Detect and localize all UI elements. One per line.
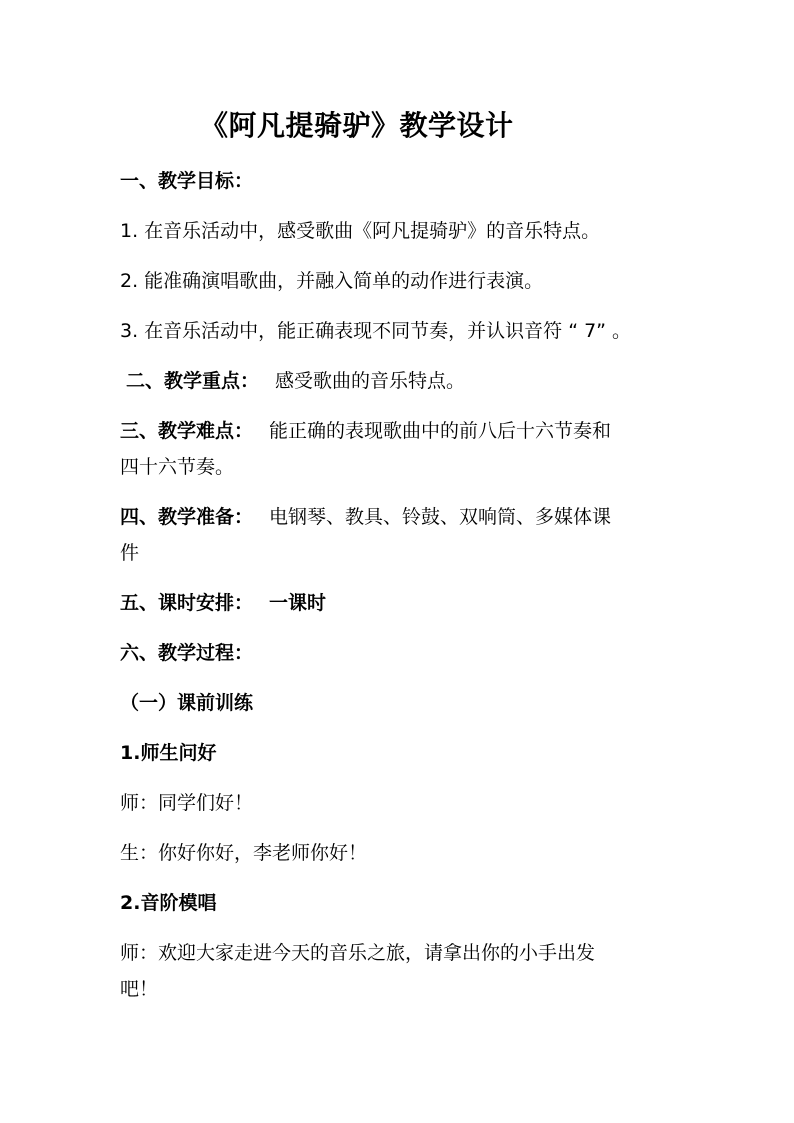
dialog-line-3-cont: 吧！ xyxy=(120,978,159,1000)
goal-item-3: 3. 在音乐活动中，能正确表现不同节奏，并认识音符 “ 7” 。 xyxy=(120,320,632,342)
goal-item-1: 1. 在音乐活动中，感受歌曲《阿凡提骑驴》的音乐特点。 xyxy=(120,220,601,242)
process-heading: 六、教学过程： xyxy=(120,642,254,664)
dialog-line-2: 生：你好你好，李老师你好！ xyxy=(120,842,368,864)
preparation-label: 四、教学准备： xyxy=(120,506,254,528)
key-point-row xyxy=(126,364,465,398)
difficulty-row xyxy=(120,414,611,448)
difficulty-label: 三、教学难点： xyxy=(120,420,254,442)
preparation-row xyxy=(120,500,611,534)
step1-heading: 1.师生问好 xyxy=(120,742,217,764)
goal-item-2: 2. 能准确演唱歌曲，并融入简单的动作进行表演。 xyxy=(120,270,544,292)
key-point-label: 二、教学重点： xyxy=(126,370,260,392)
page-title: 《阿凡提骑驴》教学设计 xyxy=(200,109,514,142)
preparation-text-cont: 件 xyxy=(120,542,140,564)
difficulty-text-cont: 四十六节奏。 xyxy=(120,456,235,478)
dialog-line-3: 师：欢迎大家走进今天的音乐之旅，请拿出你的小手出发 xyxy=(120,942,596,964)
difficulty-text: 能正确的表现歌曲中的前八后十六节奏和 xyxy=(269,420,612,442)
step2-heading: 2.音阶模唱 xyxy=(120,892,217,914)
schedule-label: 五、课时安排： xyxy=(120,592,254,614)
schedule-text: 一课时 xyxy=(269,592,327,614)
schedule-row xyxy=(120,586,326,620)
preparation-text: 电钢琴、教具、铃鼓、双响筒、多媒体课 xyxy=(269,506,612,528)
part1-heading: （一）课前训练 xyxy=(120,692,254,714)
dialog-line-1: 师：同学们好！ xyxy=(120,792,254,814)
key-point-text: 感受歌曲的音乐特点。 xyxy=(275,370,466,392)
goals-heading: 一、教学目标： xyxy=(120,170,254,192)
